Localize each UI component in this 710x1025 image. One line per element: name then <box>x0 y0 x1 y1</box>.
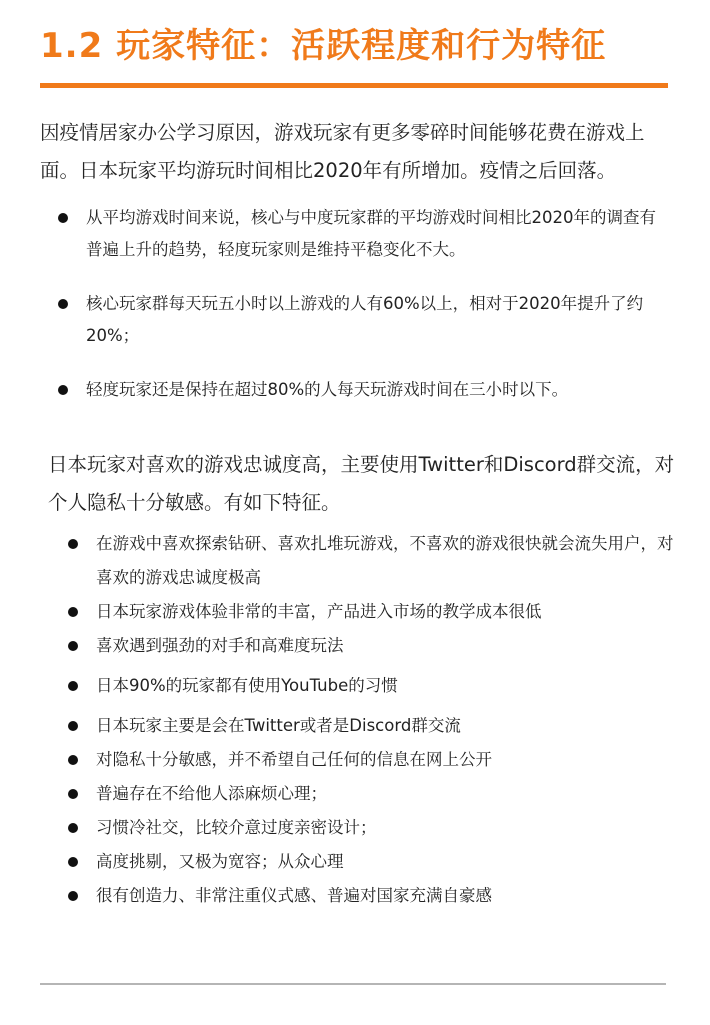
list-item-text: 对隐私十分敏感，并不希望自己任何的信息在网上公开 <box>96 750 492 769</box>
list-item-text: 从平均游戏时间来说，核心与中度玩家群的平均游戏时间相比2020年的调查有普遍上升的趋势，轻度玩家则是维持平稳变化不大。 <box>86 208 656 259</box>
bullet-dot-icon <box>68 607 78 617</box>
list-item-text: 轻度玩家还是保持在超过80%的人每天玩游戏时间在三小时以下。 <box>86 380 569 399</box>
list-item-text: 习惯冷社交，比较介意过度亲密设计； <box>96 818 377 837</box>
bullet-dot-icon <box>68 641 78 651</box>
list-item <box>40 202 672 266</box>
bullet-dot-icon <box>58 385 68 395</box>
list-item <box>40 288 672 352</box>
footer-divider <box>40 983 666 985</box>
list-item <box>48 879 678 913</box>
list-item <box>48 709 678 743</box>
list-item-text: 日本90%的玩家都有使用YouTube的习惯 <box>96 676 398 695</box>
list-item-text: 日本玩家主要是会在Twitter或者是Discord群交流 <box>96 716 461 735</box>
list-item-text: 在游戏中喜欢探索钻研、喜欢扎堆玩游戏，不喜欢的游戏很快就会流失用户，对喜欢的游戏忠诚度极高 <box>96 534 674 587</box>
list-item <box>48 743 678 777</box>
page-title: 1.2 玩家特征：活跃程度和行为特征 <box>40 26 607 66</box>
bullet-dot-icon <box>68 857 78 867</box>
list-item <box>48 845 678 879</box>
list-item <box>40 374 672 406</box>
list-item-text: 普遍存在不给他人添麻烦心理； <box>96 784 327 803</box>
list-item-text: 日本玩家游戏体验非常的丰富，产品进入市场的教学成本很低 <box>96 602 542 621</box>
list-item <box>48 777 678 811</box>
section2-bullet-list <box>48 527 678 913</box>
section1-bullet-list <box>40 202 672 428</box>
bullet-dot-icon <box>68 681 78 691</box>
bullet-dot-icon <box>68 823 78 833</box>
bullet-dot-icon <box>58 299 68 309</box>
list-item <box>48 811 678 845</box>
section2-intro: 日本玩家对喜欢的游戏忠诚度高，主要使用Twitter和Discord群交流，对个人隐私十分敏感。有如下特征。 <box>48 453 675 514</box>
section1-intro: 因疫情居家办公学习原因，游戏玩家有更多零碎时间能够花费在游戏上面。日本玩家平均游玩时间相比2020年有所增加。疫情之后回落。 <box>40 121 645 182</box>
list-item <box>48 527 678 595</box>
list-item <box>48 669 678 703</box>
bullet-dot-icon <box>68 789 78 799</box>
bullet-dot-icon <box>68 755 78 765</box>
bullet-dot-icon <box>68 721 78 731</box>
bullet-dot-icon <box>68 539 78 549</box>
list-item-text: 高度挑剔，又极为宽容；从众心理 <box>96 852 344 871</box>
list-item-text: 核心玩家群每天玩五小时以上游戏的人有60%以上，相对于2020年提升了约20%； <box>86 294 644 345</box>
list-item <box>48 595 678 629</box>
bullet-dot-icon <box>68 891 78 901</box>
list-item <box>48 629 678 663</box>
title-underline <box>40 83 668 88</box>
list-item-text: 很有创造力、非常注重仪式感、普遍对国家充满自豪感 <box>96 886 492 905</box>
list-item-text: 喜欢遇到强劲的对手和高难度玩法 <box>96 636 344 655</box>
bullet-dot-icon <box>58 213 68 223</box>
